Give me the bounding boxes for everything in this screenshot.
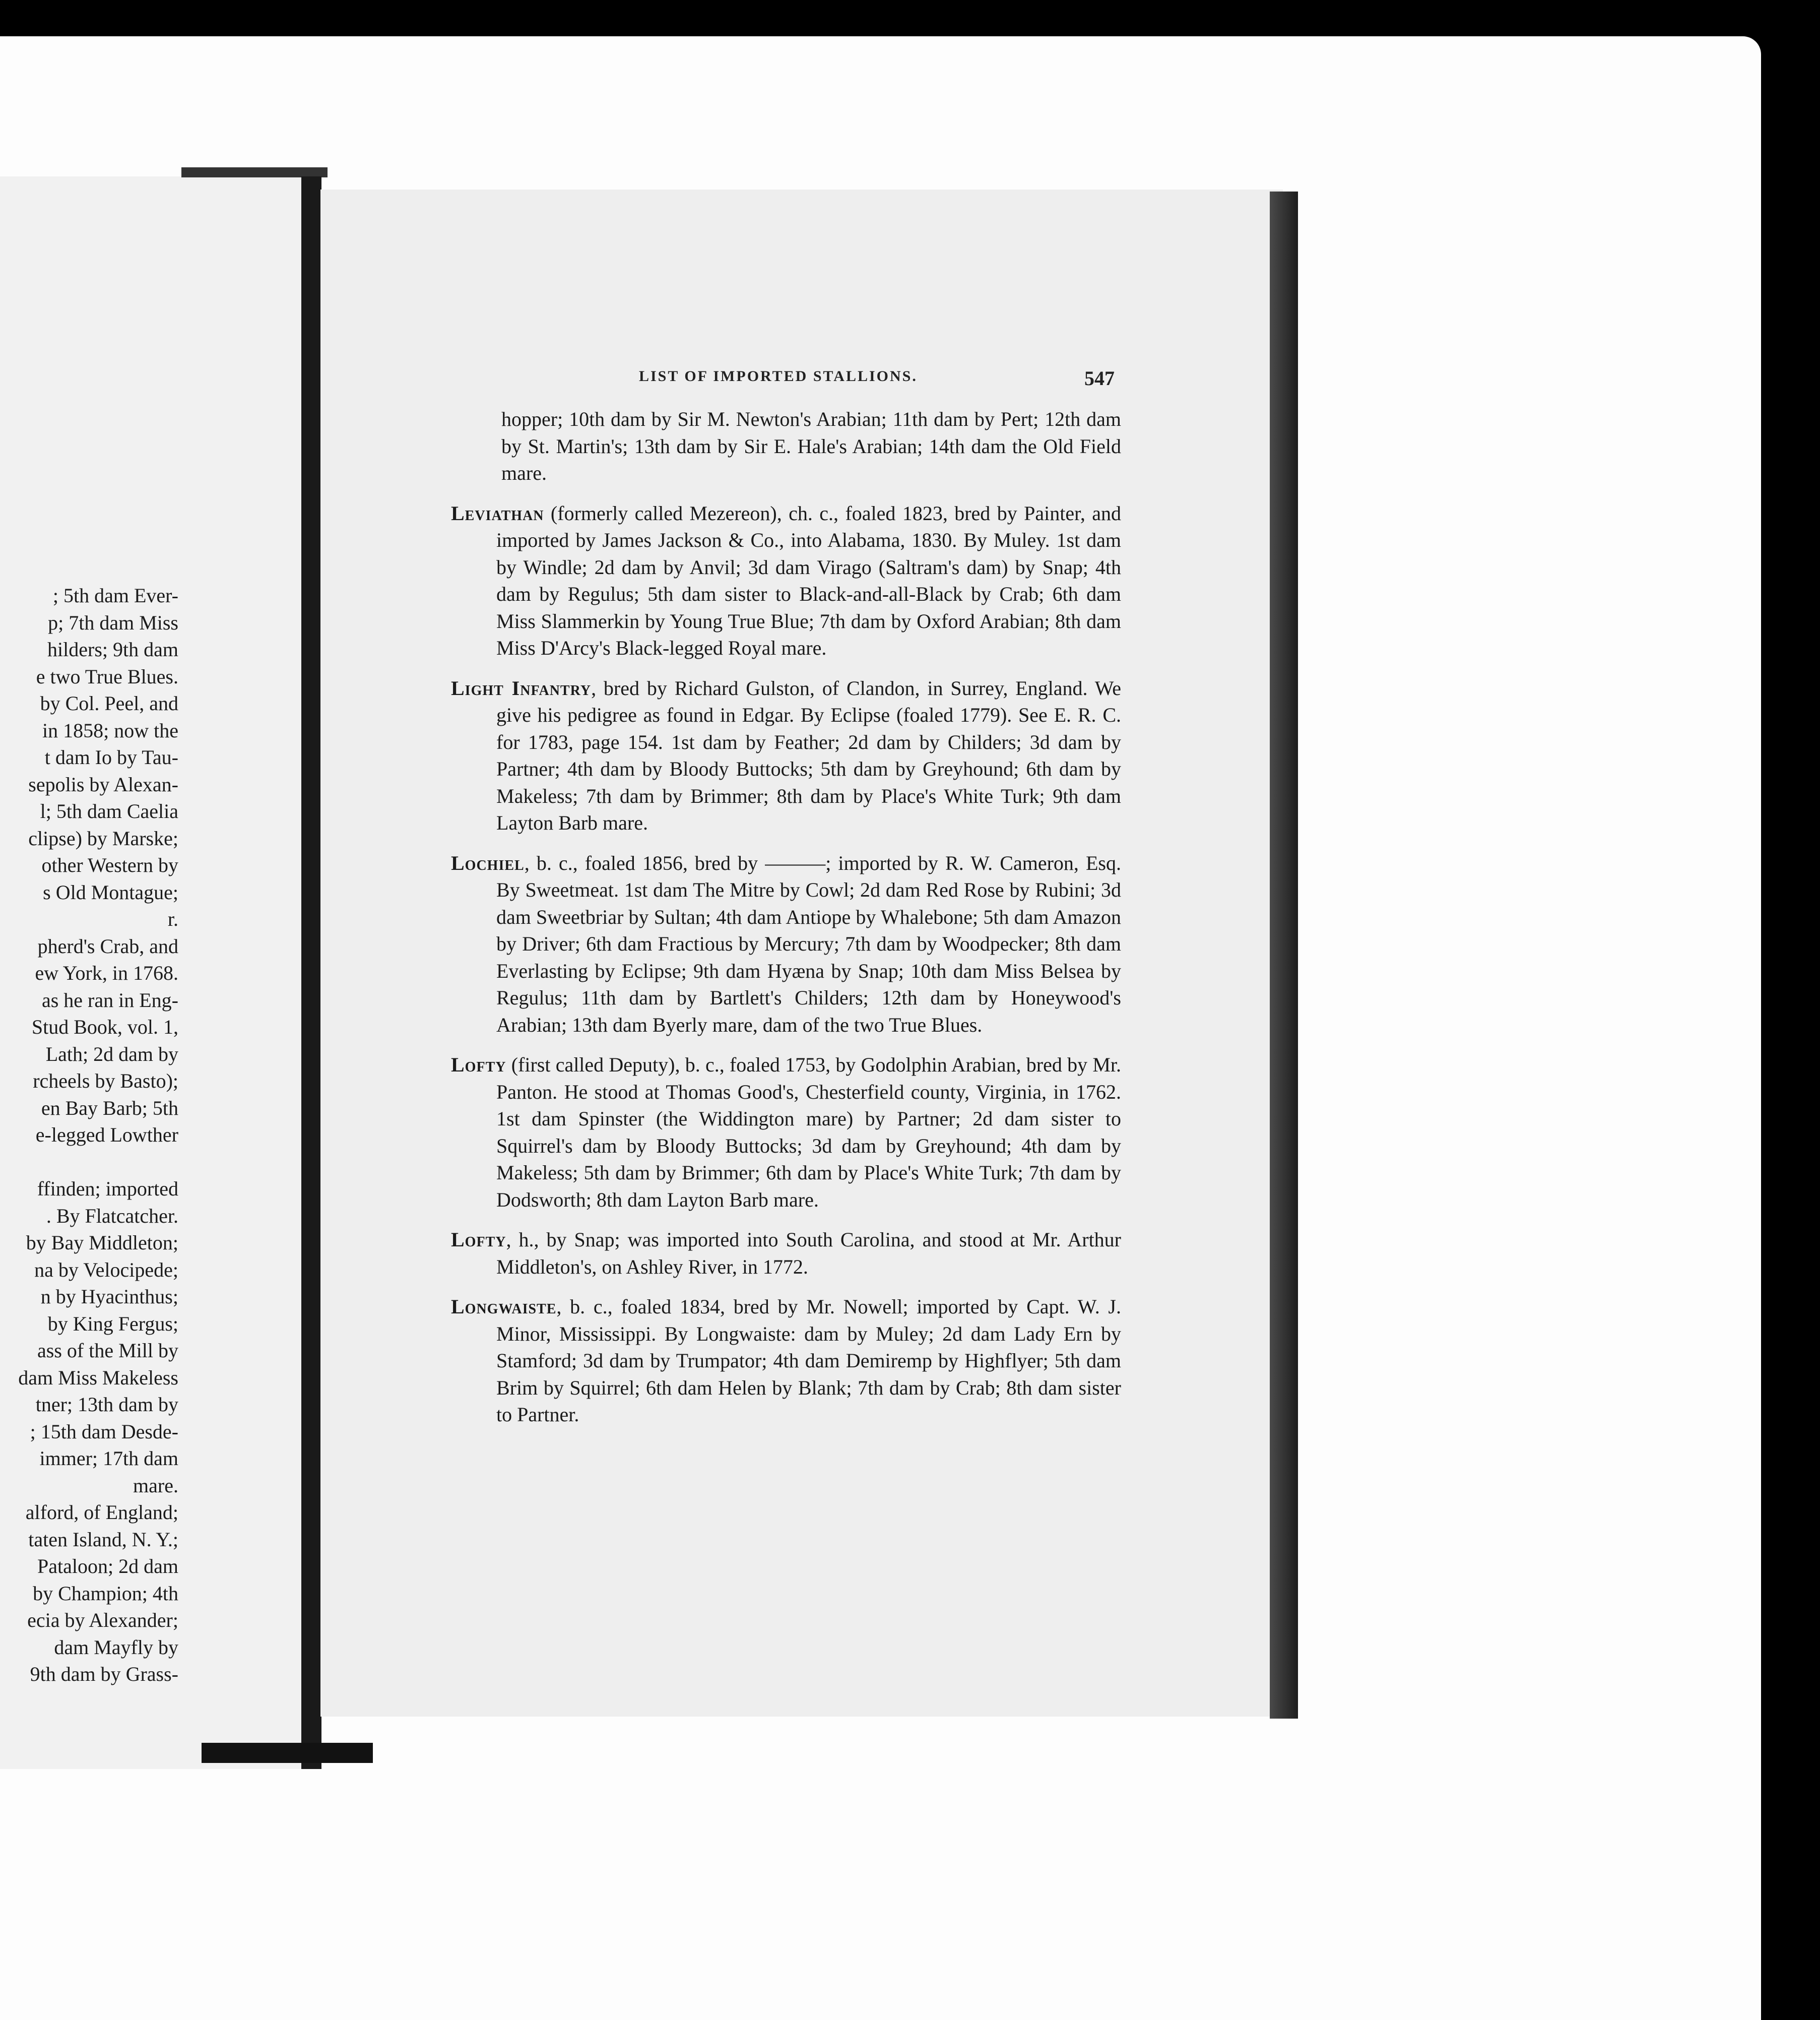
left-page-line: ew York, in 1768. (35, 962, 178, 984)
left-page-line: as he ran in Eng- (41, 988, 178, 1012)
left-page-line: ; 5th dam Ever- (52, 584, 178, 607)
left-page-line: clipse) by Marske; (28, 827, 178, 850)
left-page-line: alford, of England; (25, 1501, 178, 1524)
left-page-line: in 1858; now the (42, 719, 178, 742)
left-page-line: e-legged Lowther (35, 1123, 178, 1146)
left-page-line: pherd's Crab, and (37, 934, 178, 958)
left-page-line: p; 7th dam Miss (48, 611, 178, 634)
binding-bottom (202, 1743, 373, 1763)
entry-name: Lochiel (451, 851, 525, 874)
entry-text: (formerly called Mezereon), ch. c., foaled 1823, bred by Painter, and imported by James Jackson & Co., into Alabama, 1830. By Muley. 1st dam by Windle; 2d dam by Anvil; 3d dam Virago (Saltram's dam) by Snap; 4th dam by Regulus; 5th dam sister to Black-and-all-Black by Crab; 6th dam Miss Slammerkin by Young True Blue; 7th dam by Oxford Arabian; 8th dam Miss D'Arcy's Black-legged Royal mare. (496, 501, 1121, 659)
left-page-line: 9th dam by Grass- (30, 1663, 178, 1685)
entry-name: Lofty (451, 1228, 506, 1251)
left-page-text (0, 582, 178, 1688)
left-page-line: sepolis by Alexan- (28, 773, 178, 796)
left-page-line: e two True Blues. (36, 665, 178, 688)
left-page-line: Lath; 2d dam by (45, 1042, 178, 1065)
entry-text: , b. c., foaled 1856, bred by ———; imported by R. W. Cameron, Esq. By Sweetmeat. 1st dam The Mitre by Cowl; 2d dam Red Rose by Rubini; 3d dam Sweetbriar by Sultan; 4th dam Antiope by Whalebone; 5th dam Amazon by Driver; 6th dam Fractious by Mercury; 7th dam by Woodpecker; 8th dam Everlasting by Eclipse; 9th dam Hyæna by Snap; 10th dam Miss Belsea by Regulus; 11th dam by Bartlett's Childers; 12th dam by Honeywood's Arabian; 13th dam Byerly mare, dam of the two True Blues. (496, 851, 1121, 1036)
running-head: LIST OF IMPORTED STALLIONS. (639, 368, 918, 385)
left-page-line: s Old Montague; (43, 880, 178, 904)
entry-lofty-deputy (451, 1051, 1121, 1213)
left-page-line: ecia by Alexander; (27, 1609, 178, 1631)
left-page-line: by Champion; 4th (33, 1582, 178, 1605)
entry-name: Light Infantry (451, 676, 592, 700)
left-page-line: by King Fergus; (47, 1312, 178, 1335)
left-page-line: t dam Io by Tau- (44, 746, 178, 769)
left-page-line: by Bay Middleton; (26, 1231, 178, 1254)
entry-text: , h., by Snap; was imported into South Carolina, and stood at Mr. Arthur Middleton's, on Ashley River, in 1772. (496, 1228, 1121, 1278)
entry-name: Longwaiste (451, 1295, 557, 1318)
left-page (0, 176, 302, 1769)
left-page-line (0, 1149, 178, 1176)
entry-name: Lofty (451, 1053, 506, 1076)
entry-light-infantry (451, 675, 1121, 837)
left-page-line: taten Island, N. Y.; (28, 1528, 178, 1551)
left-page-line: Stud Book, vol. 1, (31, 1016, 178, 1038)
left-page-line: . By Flatcatcher. (46, 1204, 178, 1227)
left-page-line: Pataloon; 2d dam (37, 1555, 178, 1577)
left-page-line: r. (167, 908, 178, 930)
page-edge-shadow (1270, 192, 1298, 1719)
left-page-line: tner; 13th dam by (35, 1393, 178, 1416)
left-page-line: n by Hyacinthus; (40, 1285, 178, 1308)
entry-text: (first called Deputy), b. c., foaled 1753, by Godolphin Arabian, bred by Mr. Panton. He stood at Thomas Good's, Chesterfield county, Virginia, in 1762. 1st dam Spinster (the Widdington mare) by Partner; 2d dam sister to Squirrel's dam by Bloody Buttocks; 3d dam by Greyhound; 4th dam by Makeless; 5th dam by Brimmer; 6th dam by Place's White Turk; 7th dam by Dodsworth; 8th dam Layton Barb mare. (496, 1053, 1121, 1211)
left-page-line: by Col. Peel, and (40, 692, 178, 715)
left-page-line: en Bay Barb; 5th (41, 1096, 178, 1119)
book-spine (301, 176, 321, 1769)
page-content (451, 406, 1121, 1441)
left-page-line: na by Velocipede; (34, 1258, 178, 1281)
left-page-line: immer; 17th dam (39, 1447, 178, 1470)
left-page-line: ass of the Mill by (37, 1339, 178, 1362)
page-number: 547 (1084, 367, 1115, 390)
left-page-line: ffinden; imported (37, 1177, 178, 1200)
entry-continuation: hopper; 10th dam by Sir M. Newton's Arabian; 11th dam by Pert; 12th dam by St. Martin's; 13th dam by Sir E. Hale's Arabian; 14th dam the Old Field mare. (501, 408, 1121, 484)
entry-name: Leviathan (451, 501, 544, 525)
left-page-line: dam Miss Makeless (18, 1366, 178, 1389)
entry-leviathan (451, 500, 1121, 662)
left-page-line: l; 5th dam Caelia (40, 800, 178, 823)
left-page-line: other Western by (41, 854, 178, 876)
entry-text: , b. c., foaled 1834, bred by Mr. Nowell; imported by Capt. W. J. Minor, Mississippi. By Longwaiste: dam by Muley; 2d dam Lady Ern by Stamford; 3d dam by Trumpator; 4th dam Demiremp by Highflyer; 5th dam Brim by Squirrel; 6th dam Helen by Blank; 7th dam by Crab; 8th dam sister to Partner. (496, 1295, 1121, 1426)
entry-lofty-snap (451, 1226, 1121, 1280)
left-page-line: mare. (133, 1474, 178, 1497)
binding-top (181, 167, 328, 177)
entry-longwaiste (451, 1293, 1121, 1428)
entry-text: , bred by Richard Gulston, of Clandon, in Surrey, England. We give his pedigree as found in Edgar. By Eclipse (foaled 1779). See E. R. C. for 1783, page 154. 1st dam by Feather; 2d dam by Childers; 3d dam by Partner; 4th dam by Bloody Buttocks; 5th dam by Greyhound; 6th dam by Makeless; 7th dam by Brimmer; 8th dam by Place's White Turk; 9th dam Layton Barb mare. (496, 676, 1121, 834)
entry-lochiel (451, 850, 1121, 1039)
left-page-line: hilders; 9th dam (47, 638, 178, 661)
left-page-line: rcheels by Basto); (33, 1069, 178, 1092)
left-page-line: dam Mayfly by (54, 1635, 178, 1659)
left-page-line: ; 15th dam Desde- (30, 1420, 178, 1443)
